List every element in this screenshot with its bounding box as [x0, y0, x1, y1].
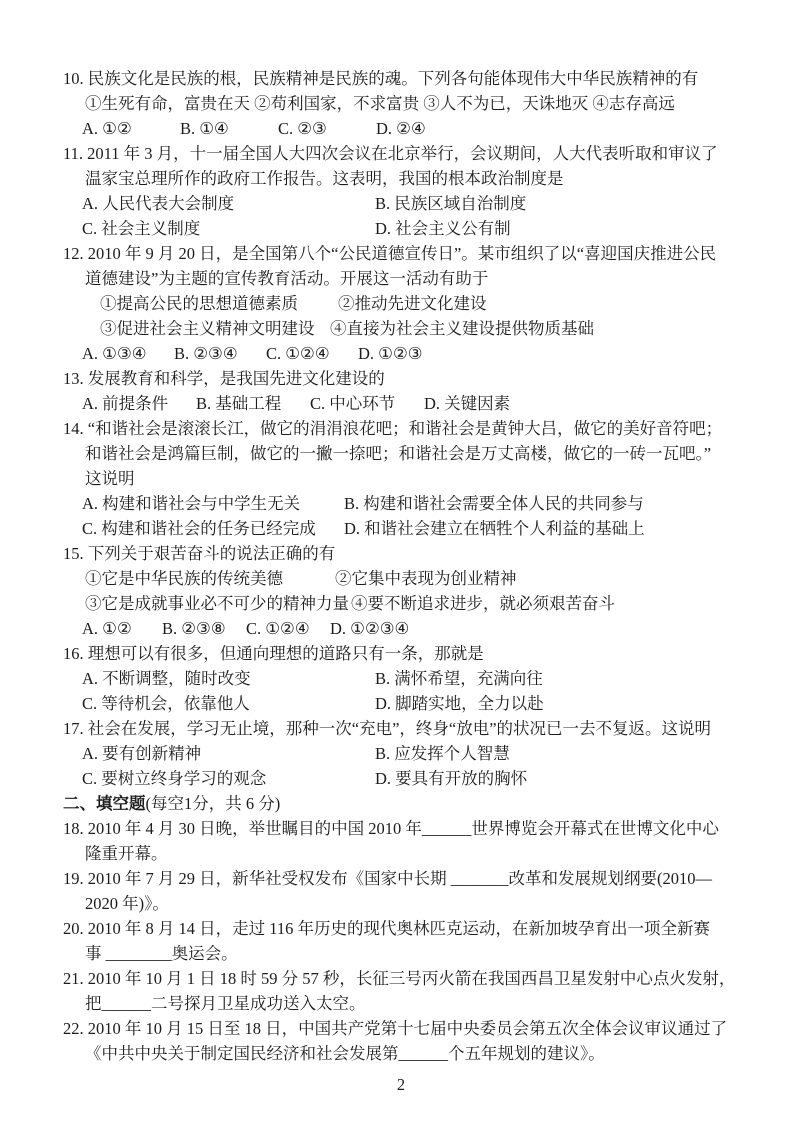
question-20-line1: 20. 2010 年 8 月 14 日，走过 116 年历史的现代奥林匹克运动，在新加坡孕育出一项全新赛 [63, 919, 711, 938]
question-12-item-1: ①提高公民的思想道德素质 [100, 294, 298, 313]
question-15-item-3: ③它是成就事业必不可少的精神力量 [85, 594, 349, 613]
question-17-option-a: A. 要有创新精神 [82, 744, 202, 763]
question-10-option-a: A. ①② [82, 119, 132, 138]
question-15-options [63, 616, 739, 641]
question-17 [63, 716, 739, 791]
question-21-line2: 把______二号探月卫星成功送入太空。 [85, 994, 366, 1013]
question-12-item-4: ④直接为社会主义建设提供物质基础 [330, 319, 594, 338]
question-22 [63, 1016, 739, 1066]
question-15-item-2: ②它集中表现为创业精神 [335, 569, 517, 588]
question-16-option-b: B. 满怀希望，充满向往 [375, 669, 543, 688]
question-15-item-1: ①它是中华民族的传统美德 [85, 569, 283, 588]
question-11-option-c: C. 社会主义制度 [82, 219, 201, 238]
section-2-title: 二、填空题 [63, 794, 146, 813]
question-12-stem-line1: 12. 2010 年 9 月 20 日，是全国第八个“公民道德宣传日”。某市组织了以“喜迎国庆推进公民 [63, 244, 717, 263]
section-2-score-note: (每空1分，共 6 分) [145, 794, 281, 813]
question-20 [63, 916, 739, 966]
page-number: 2 [396, 1075, 406, 1094]
question-14-options-cd [63, 516, 739, 541]
question-18 [63, 816, 739, 866]
question-13-option-b: B. 基础工程 [196, 394, 282, 413]
question-14-option-d: D. 和谐社会建立在牺牲个人利益的基础上 [344, 519, 645, 538]
question-11-stem-line1: 11. 2011 年 3 月，十一届全国人大四次会议在北京举行，会议期间，人大代表听取和审议了 [63, 144, 718, 163]
question-11 [63, 141, 739, 241]
question-14-option-a: A. 构建和谐社会与中学生无关 [82, 494, 301, 513]
question-15-item-4: ④要不断追求进步，就必须艰苦奋斗 [351, 594, 615, 613]
question-13 [63, 366, 739, 416]
question-16 [63, 641, 739, 716]
question-21-line1: 21. 2010 年 10 月 1 日 18 时 59 分 57 秒，长征三号丙火箭在我国西昌卫星发射中心点火发射， [63, 969, 736, 988]
question-10 [63, 66, 739, 141]
question-16-stem: 16. 理想可以有很多，但通向理想的道路只有一条，那就是 [63, 644, 484, 663]
question-16-options-cd [63, 691, 739, 716]
question-13-option-d: D. 关键因素 [424, 394, 511, 413]
question-15-items-34 [63, 591, 739, 616]
question-18-line2: 隆重开幕。 [85, 844, 168, 863]
question-12-option-c: C. ①②④ [266, 344, 330, 363]
question-17-option-d: D. 要具有开放的胸怀 [375, 769, 528, 788]
question-17-options-ab [63, 741, 739, 766]
page-content [63, 66, 739, 1097]
question-10-options [63, 116, 739, 141]
question-12-items-12 [63, 291, 739, 316]
question-20-line2: 事 ________奥运会。 [85, 944, 238, 963]
question-11-option-b: B. 民族区域自治制度 [375, 194, 527, 213]
question-17-options-cd [63, 766, 739, 791]
question-12-option-b: B. ②③④ [174, 344, 238, 363]
question-12-items-34 [63, 316, 739, 341]
question-15-stem: 15. 下列关于艰苦奋斗的说法正确的有 [63, 544, 336, 563]
question-19-line1: 19. 2010 年 7 月 29 日，新华社受权发布《国家中长期 _______改革和发展规划纲要(2010— [63, 869, 712, 888]
question-19 [63, 866, 739, 916]
question-12 [63, 241, 739, 366]
question-22-line2: 《中共中央关于制定国民经济和社会发展第______个五年规划的建议》。 [85, 1044, 605, 1063]
question-13-stem: 13. 发展教育和科学，是我国先进文化建设的 [63, 369, 385, 388]
question-10-option-b: B. ①④ [180, 119, 229, 138]
question-12-item-3: ③促进社会主义精神文明建设 [100, 319, 315, 338]
question-11-options-cd [63, 216, 739, 241]
question-10-items: ①生死有命，富贵在天 ②苟利国家，不求富贵 ③人不为已，天诛地灭 ④志存高远 [85, 94, 675, 113]
question-22-line1: 22. 2010 年 10 月 15 日至 18 日，中国共产党第十七届中央委员会第五次全体会议审议通过了 [63, 1019, 728, 1038]
question-11-options-ab [63, 191, 739, 216]
question-14-option-c: C. 构建和谐社会的任务已经完成 [82, 519, 316, 538]
question-17-stem: 17. 社会在发展，学习无止境，那种一次“充电”，终身“放电”的状况已一去不复返。这说明 [63, 719, 712, 738]
question-18-line1: 18. 2010 年 4 月 30 日晚，举世瞩目的中国 2010 年______世界博览会开幕式在世博文化中心 [63, 819, 719, 838]
question-11-option-d: D. 社会主义公有制 [375, 219, 511, 238]
question-11-stem-line2: 温家宝总理所作的政府工作报告。这表明，我国的根本政治制度是 [85, 169, 564, 188]
question-15-option-b: B. ②③⑧ [162, 619, 226, 638]
question-17-option-c: C. 要树立终身学习的观念 [82, 769, 267, 788]
question-19-line2: 2020 年)》。 [85, 894, 169, 913]
section-2-header [63, 791, 739, 816]
question-16-option-d: D. 脚踏实地，全力以赴 [375, 694, 544, 713]
question-12-option-a: A. ①③④ [82, 344, 147, 363]
question-11-option-a: A. 人民代表大会制度 [82, 194, 235, 213]
question-10-option-d: D. ②④ [376, 119, 426, 138]
question-15-items-12 [63, 566, 739, 591]
question-12-option-d: D. ①②③ [358, 344, 423, 363]
question-14-stem-line2: 和谐社会是鸿篇巨制，做它的一撇一捺吧；和谐社会是万丈高楼，做它的一砖一瓦吧。” [85, 444, 712, 463]
question-14-options-ab [63, 491, 739, 516]
question-14-option-b: B. 构建和谐社会需要全体人民的共同参与 [344, 494, 644, 513]
question-13-option-a: A. 前提条件 [82, 394, 169, 413]
question-16-options-ab [63, 666, 739, 691]
question-15 [63, 541, 739, 641]
question-12-options [63, 341, 739, 366]
question-17-option-b: B. 应发挥个人智慧 [375, 744, 510, 763]
question-12-item-2: ②推动先进文化建设 [338, 294, 487, 313]
question-14-stem-line1: 14. “和谐社会是滚滚长江，做它的涓涓浪花吧；和谐社会是黄钟大吕，做它的美好音符吧； [63, 419, 723, 438]
question-16-option-c: C. 等待机会，依靠他人 [82, 694, 250, 713]
question-16-option-a: A. 不断调整，随时改变 [82, 669, 251, 688]
question-15-option-a: A. ①② [82, 619, 132, 638]
question-13-options [63, 391, 739, 416]
question-10-stem: 10. 民族文化是民族的根，民族精神是民族的魂。下列各句能体现伟大中华民族精神的有 [63, 69, 699, 88]
question-15-option-c: C. ①②④ [246, 619, 310, 638]
question-10-option-c: C. ②③ [278, 119, 327, 138]
question-21 [63, 966, 739, 1016]
question-15-option-d: D. ①②③④ [330, 619, 410, 638]
question-12-stem-line2: 道德建设”为主题的宣传教育活动。开展这一活动有助于 [85, 269, 489, 288]
question-13-option-c: C. 中心环节 [310, 394, 396, 413]
question-14 [63, 416, 739, 541]
question-14-stem-line3: 这说明 [85, 469, 135, 488]
